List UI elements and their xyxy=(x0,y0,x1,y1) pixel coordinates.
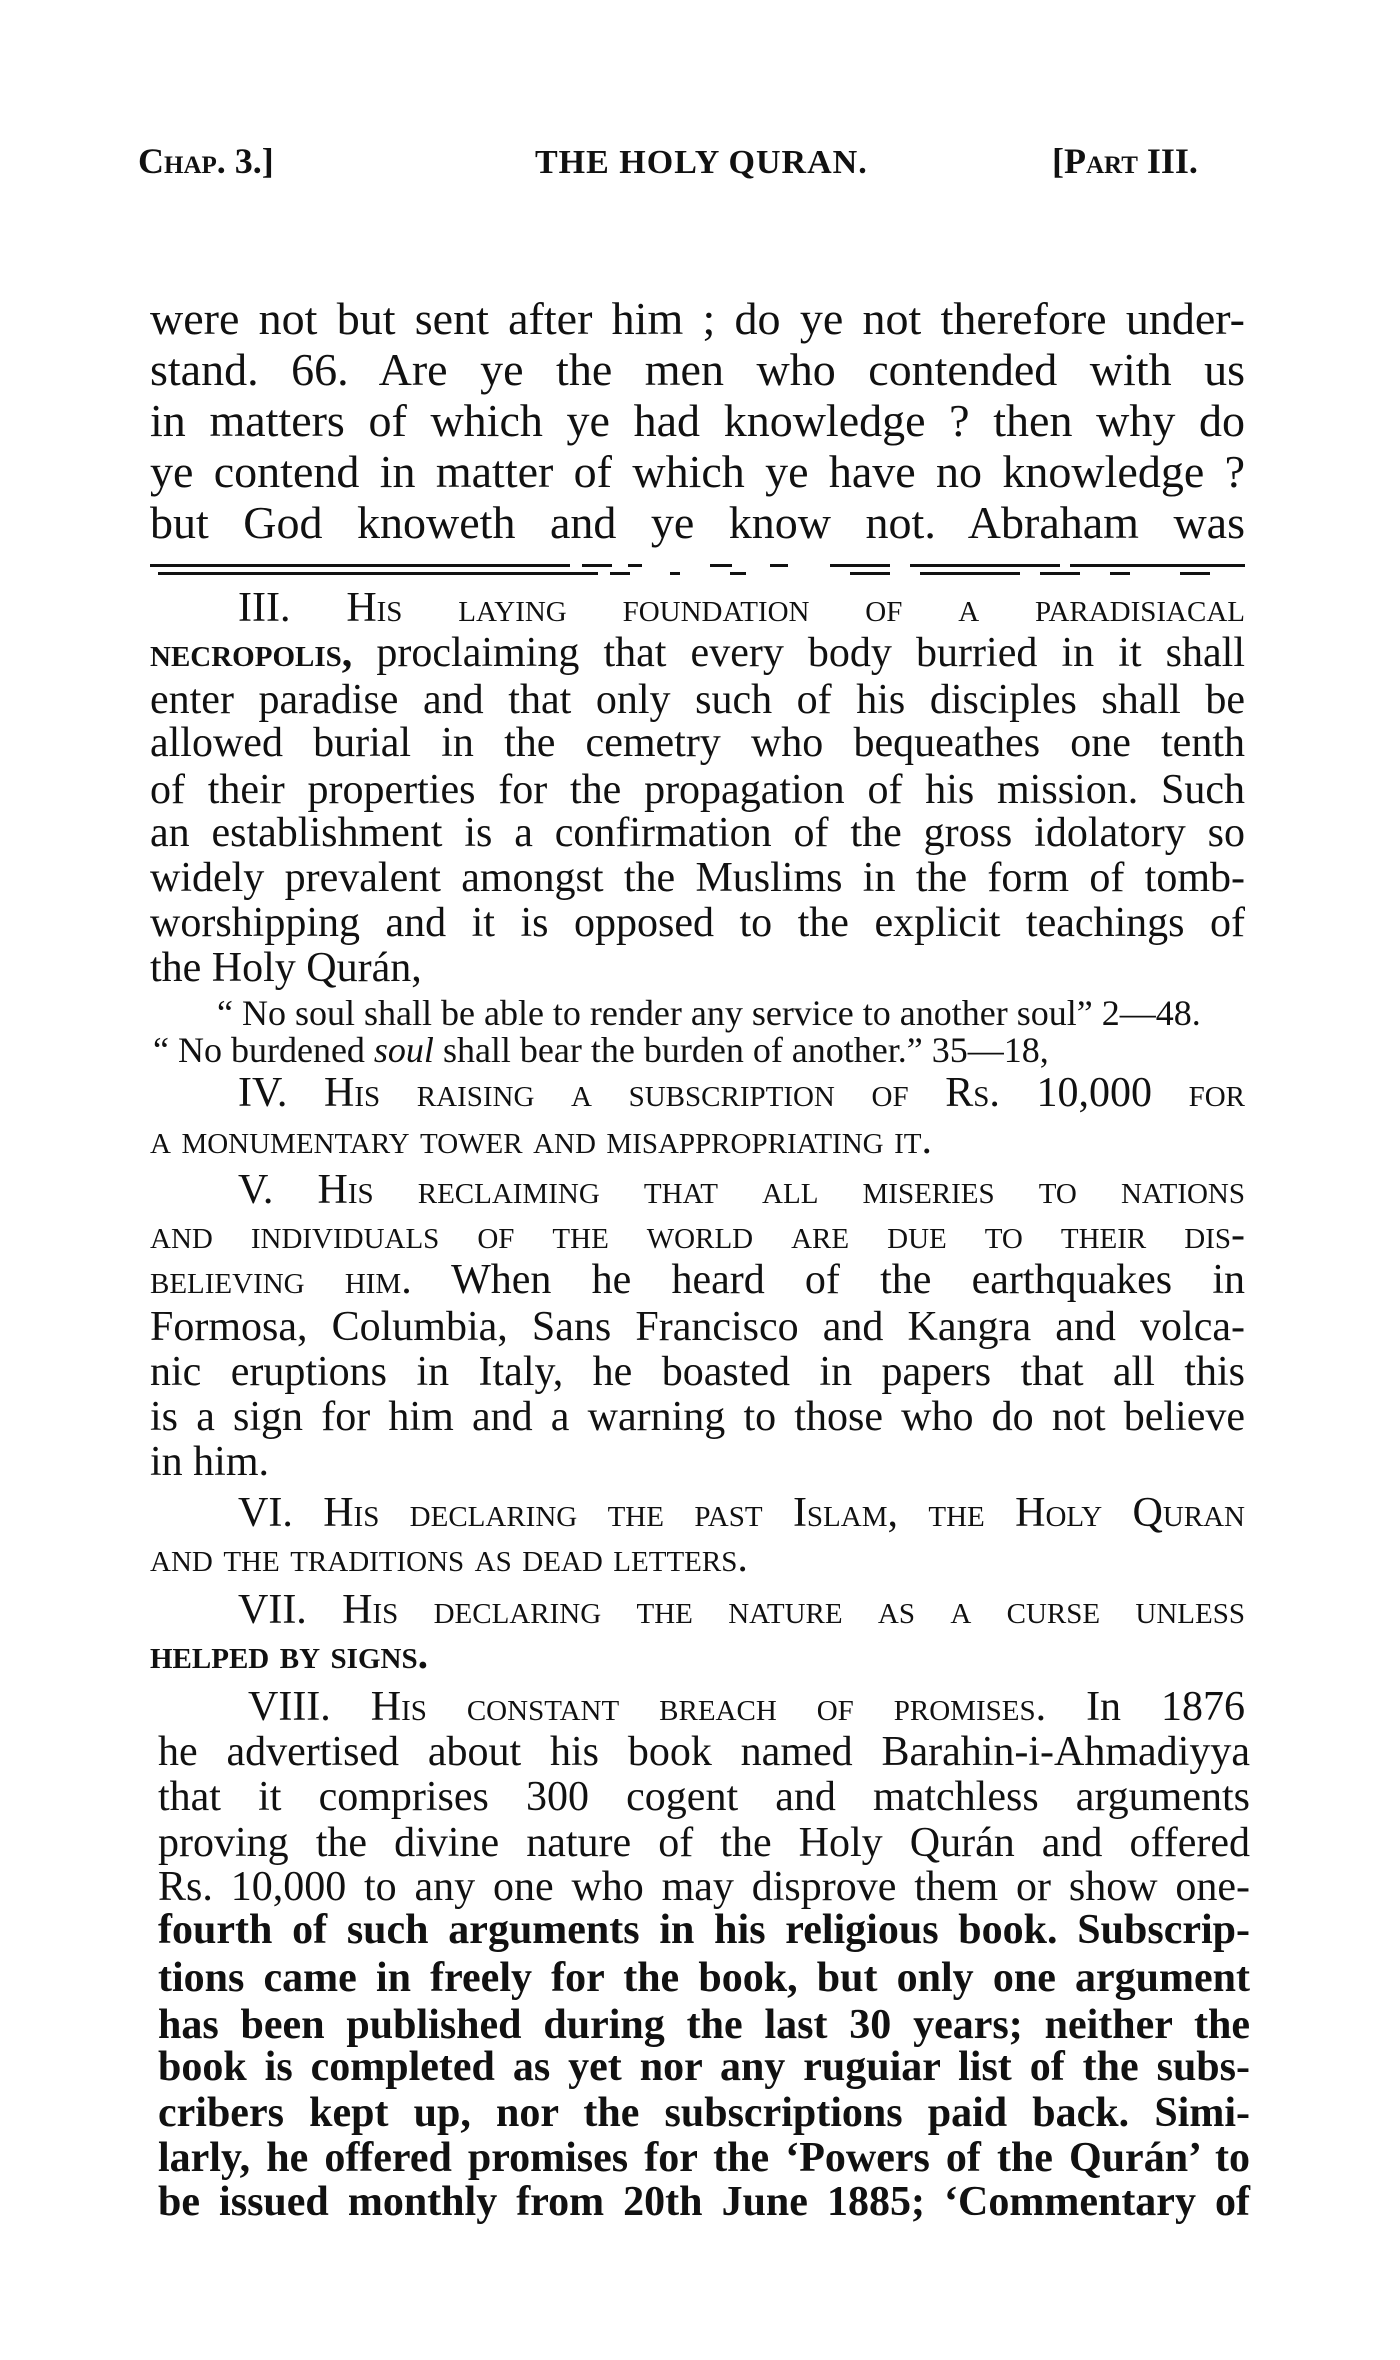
text-line: that it comprises 300 cogent and matchless arguments xyxy=(158,1774,1250,1820)
section-heading-vii xyxy=(238,1589,1245,1631)
text-span-italic: soul xyxy=(373,1030,434,1070)
text-line xyxy=(150,632,1245,674)
text-line: Rs. 10,000 to any one who may disprove them or show one- xyxy=(158,1864,1250,1910)
section-number: V. xyxy=(238,1167,274,1213)
section-title: His declaring the past Islam, the Holy Quran xyxy=(323,1490,1246,1536)
section-title: His laying foundation of a paradisiacal xyxy=(346,585,1246,631)
text-line: the Holy Qurán, xyxy=(150,945,422,991)
text-line: he advertised about his book named Barahin-i-Ahmadiyya xyxy=(158,1729,1250,1775)
text-line: fourth of such arguments in his religious book. Subscrip- xyxy=(158,1907,1250,1953)
quotation xyxy=(153,1032,1248,1068)
section-heading-iv xyxy=(238,1072,1245,1114)
section-title: necropolis, xyxy=(150,630,353,676)
text-line: book is completed as yet nor any ruguiar list of the subs- xyxy=(158,2044,1250,2090)
section-title: a monumentary tower and misappropriating it. xyxy=(150,1117,932,1163)
text-line: an establishment is a confirmation of the gross idolatory so xyxy=(150,810,1245,856)
section-number: VIII. xyxy=(248,1684,331,1730)
quotation: “ No soul shall be able to render any service to another soul” 2—48. xyxy=(217,993,1201,1033)
section-heading-vi xyxy=(238,1492,1245,1534)
section-number: VII. xyxy=(238,1587,307,1633)
text-line: but God knoweth and ye know not. Abraham was xyxy=(150,497,1245,548)
text-line xyxy=(150,1259,1245,1301)
section-heading-viii xyxy=(248,1686,1245,1728)
text-line: of their properties for the propagation of his mission. Such xyxy=(150,767,1245,813)
text-line: is a sign for him and a warning to those who do not believe xyxy=(150,1394,1245,1440)
section-number: IV. xyxy=(238,1070,288,1116)
text-line: proving the divine nature of the Holy Qurán and offered xyxy=(158,1820,1250,1866)
section-number: III. xyxy=(238,585,291,631)
text-span: shall bear the burden of another.” 35—18, xyxy=(442,1030,1049,1070)
running-header-part: [Part III. xyxy=(1052,141,1198,181)
section-title: helped by signs. xyxy=(150,1632,429,1678)
section-heading-iii xyxy=(238,587,1245,629)
text-line: in him. xyxy=(150,1439,270,1485)
section-title: His declaring the nature as a curse unless xyxy=(342,1587,1245,1633)
text-line: worshipping and it is opposed to the explicit teachings of xyxy=(150,900,1245,946)
text-span: “ No burdened xyxy=(153,1030,365,1070)
text-line: be issued monthly from 20th June 1885; ‘Commentary of xyxy=(158,2179,1250,2225)
text-line: tions came in freely for the book, but only one argument xyxy=(158,1955,1250,2001)
section-title: and the traditions as dead letters. xyxy=(150,1535,748,1581)
text-line: larly, he offered promises for the ‘Powers of the Qurán’ to xyxy=(158,2135,1250,2181)
section-title: His constant breach of promises. xyxy=(370,1684,1047,1730)
text-line: widely prevalent amongst the Muslims in the form of tomb- xyxy=(150,855,1245,901)
text-line: ye contend in matter of which ye have no knowledge ? xyxy=(150,446,1245,497)
section-number: VI. xyxy=(238,1490,293,1536)
text-span: proclaiming that every body burried in it shall xyxy=(376,630,1246,676)
section-title: believing him. xyxy=(150,1257,412,1303)
section-divider-rule xyxy=(150,572,1245,575)
text-line: stand. 66. Are ye the men who contended with us xyxy=(150,344,1245,395)
text-line: in matters of which ye had knowledge ? then why do xyxy=(150,395,1245,446)
text-span: When he heard of the earthquakes in xyxy=(451,1257,1245,1303)
text-line: Formosa, Columbia, Sans Francisco and Kangra and volca- xyxy=(150,1304,1245,1350)
running-header-title: THE HOLY QURAN. xyxy=(535,144,868,181)
text-line: were not but sent after him ; do ye not therefore under- xyxy=(150,293,1245,344)
running-header-chapter: Chap. 3.] xyxy=(138,141,274,181)
text-line: cribers kept up, nor the subscriptions paid back. Simi- xyxy=(158,2090,1250,2136)
text-line: allowed burial in the cemetry who bequeathes one tenth xyxy=(150,720,1245,766)
text-line: has been published during the last 30 years; neither the xyxy=(158,2002,1250,2048)
section-title: His raising a subscription of Rs. 10,000 for xyxy=(324,1070,1246,1116)
text-line: nic eruptions in Italy, he boasted in papers that all this xyxy=(150,1349,1245,1395)
text-line: enter paradise and that only such of his disciples shall be xyxy=(150,677,1245,723)
section-title: His reclaiming that all miseries to nations xyxy=(317,1167,1246,1213)
text-span: In 1876 xyxy=(1086,1684,1246,1730)
section-title: and individuals of the world are due to their dis- xyxy=(150,1212,1245,1258)
section-heading-v xyxy=(238,1169,1245,1211)
section-divider-rule xyxy=(150,564,1245,567)
